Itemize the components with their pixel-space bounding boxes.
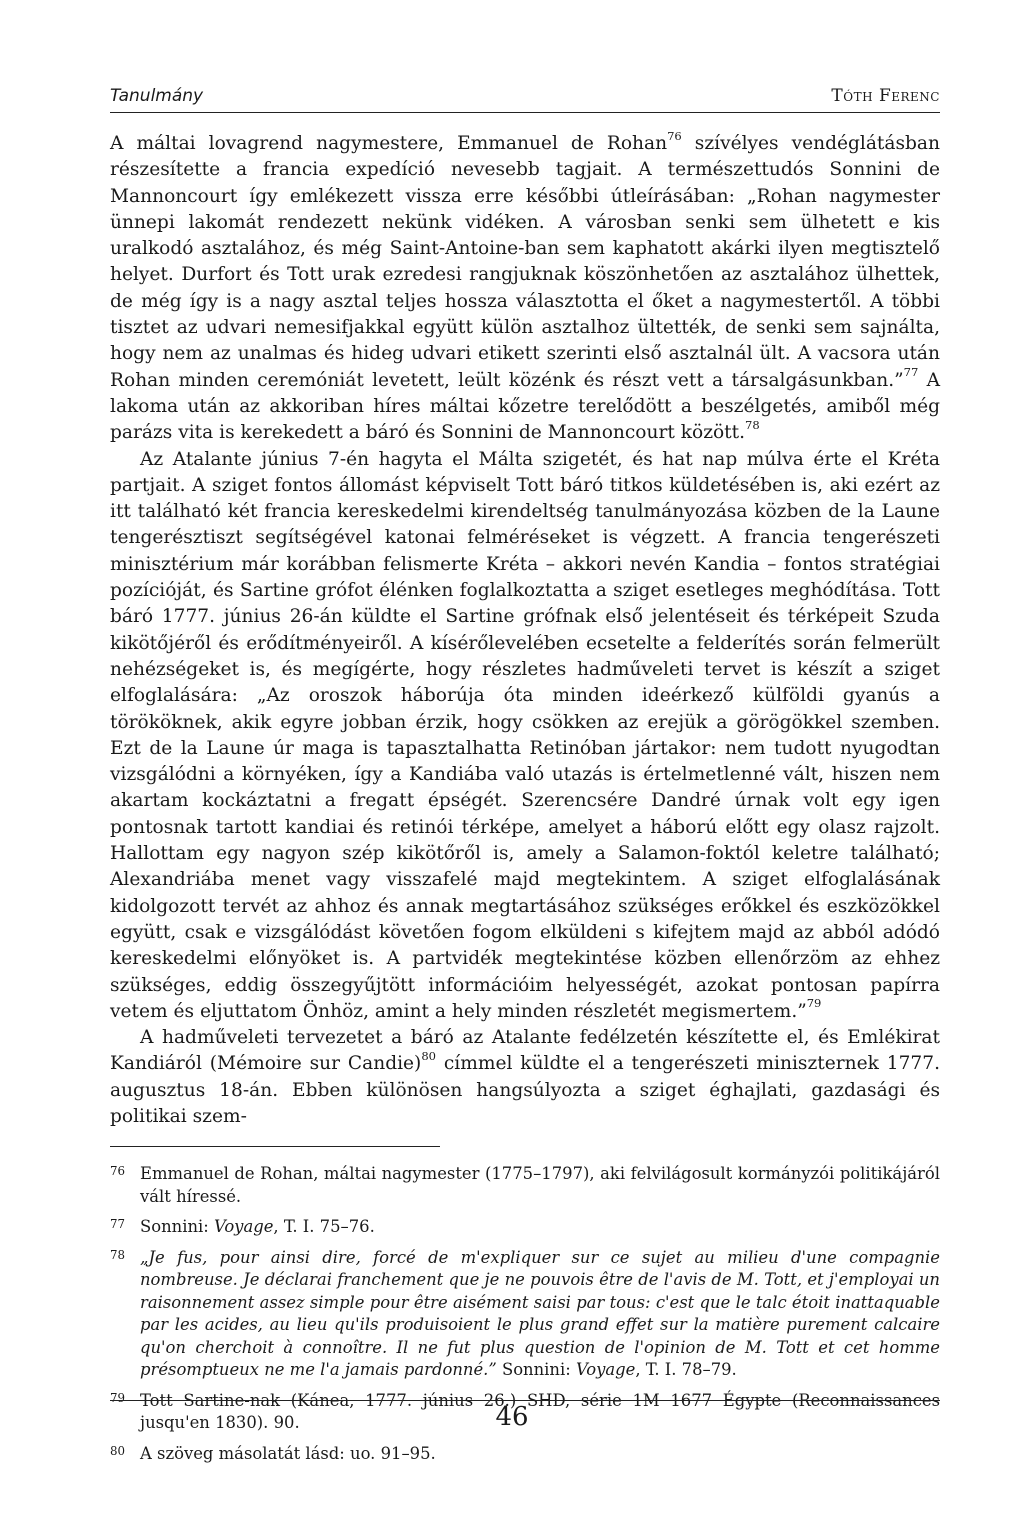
footnote-text: Emmanuel de Rohan, máltai nagymester (1775–1797), aki felvilágosult kormányzói politikájáról vált híressé. [140,1164,940,1206]
page-number: 46 [495,1402,529,1432]
footnote-title: Voyage [213,1217,274,1237]
footnote [110,1247,940,1382]
paragraph [110,447,940,1026]
footnote [110,1216,940,1239]
footnote-title: Voyage [575,1360,636,1380]
paragraph-text: címmel küldte el a tengerészeti miniszternek 1777. augusztus 18-án. Ebben különösen hangsúlyozta a sziget éghajlati, gazdasági és politikai szem- [110,1053,940,1127]
footnote-text-part: , T. I. 75–76. [273,1217,375,1237]
paragraph-text: szívélyes vendéglátásban részesítette a francia expedíció nevesebb tagjait. A természettudós Sonnini de Mannoncourt így emlékezett vissza erre későbbi útleírásában: „Rohan nagymester ünnepi lakomát rendezett nekünk vidéken. A városban senki sem ülhetett e kis uralkodó asztalához, és még Saint-Antoine-ban sem kaphatott akárki ilyen megtisztelő helyet. Durfort és Tott urak ezredesi rangjuknak köszönhetően az asztalához ülhettek, de még így is a nagy asztal teljes hossza választotta el őket a nagymestertől. A többi tisztet az udvari nemesifjakkal együtt külön asztalhoz ültették, de senki sem sajnálta, hogy nem az unalmas és hideg udvari etikett szerinti első asztalnál ült. A vacsora után Rohan minden ceremóniát levetett, leült közénk és részt vett a társalgásunkban.” [110,133,940,391]
paragraph-text: Az Atalante június 7-én hagyta el Málta szigetét, és hat nap múlva érte el Kréta partjait. A sziget fontos állomást képviselt Tott báró titkos küldetésében is, aki ezért az itt található két francia kereskedelmi kirendeltség tanulmányozása közben de la Laune tengerésztiszt segítségével katonai felméréseket is végzett. A francia tengerészeti minisztérium már korábban felismerte Kréta – akkori nevén Kandia – fontos stratégiai pozícióját, és Sartine grófot élénken foglalkoztatta a sziget esetleges meghódítása. Tott báró 1777. június 26-án küldte el Sartine grófnak első jelentéseit és térképeit Szuda kikötőjéről és erődítményeiről. A kísérőlevelében ecsetelte a felderítés során felmerült nehézségeket is, és megígérte, hogy részletes hadműveleti tervet is készít a sziget elfoglalására: „Az oroszok háborúja óta minden ideérkező külföldi gyanús a törököknek, akik egyre jobban érzik, hogy csökken az erejük a görögökkel szemben. Ezt de la Laune úr maga is tapasztalhatta Retinóban jártakor: nem tudott nyugodtan vizsgálódni a környéken, így a Kandiába való utazás is értelmetlenné vált, hiszen nem akartam kockáztatni a fregatt épségét. Szerencsére Dandré úrnak volt egy igen pontosnak tartott kandiai és retinói térképe, amelyet a háború előtt egy olasz rajzolt. Hallottam egy nagyon szép kikötőről is, amely a Salamon-foktól keletre található; Alexandriába menet vagy visszafelé majd megtekintem. A sziget elfoglalásának kidolgozott tervét az ahhoz és annak megtartásához szükséges erőkkel és eszközökkel együtt, csak e vizsgálódást követően fogom elküldeni s kifejtem majd az abból adódó kereskedelmi előnyöket is. A partvidék megtekintése közben ellenőrzöm az ehhez szükséges, eddig összegyűjtött információim helyességét, azokat pontosan papírra vetem és eljuttatom Önhöz, amint a hely minden részletét megismertem.” [110,448,940,1022]
footnote-text [140,1247,940,1382]
footnote-text: A szöveg másolatát lásd: uo. 91–95. [140,1443,436,1463]
section-label: Tanulmány [110,86,204,106]
footnote-ref[interactable]: 78 [745,417,760,432]
footnote-ref[interactable]: 80 [421,1048,436,1063]
footnote-number: 79 [110,1390,126,1405]
footnote [110,1443,940,1466]
paragraph-text: A hadműveleti tervezetet a báró az Atalante fedélzetén készítette el, és Emlékirat Kandiáról (Mémoire sur Candie) [110,1027,940,1075]
footnote-text-part: Sonnini: [496,1360,576,1380]
footnote [110,1163,940,1208]
footnote-ref[interactable]: 77 [903,365,919,380]
footnote-quote: „Je fus, pour ainsi dire, forcé de m'expliquer sur ce sujet au milieu d'une compagnie nombreuse. Je déclarai franchement que je ne pouvois être de l'avis de M. Tott, et j'employai un raisonnement assez simple pour être aisément saisi par tous: c'est que le talc étoit inattaquable par les acides, au lieu qu'ils produisoient le plus grand effet sur la matière purement calcaire qu'on cherchoit à connoître. Il ne fut plus question de l'opinion de M. Tott et cet homme présomptueux ne me l'a jamais pardonné.” [140,1247,940,1380]
footnote-number: 76 [110,1164,126,1179]
bottom-divider [110,1400,940,1401]
page [110,86,940,1473]
footnote-text-part: , T. I. 78–79. [635,1360,737,1380]
author-name: Tóth Ferenc [831,86,940,106]
footnote-text: Tott Sartine-nak (Kánea, 1777. június 26.) SHD, série 1M 1677 Égypte (Reconnaissances jusqu'en 1830). 90. [140,1390,940,1433]
footnote-number: 78 [110,1247,126,1262]
paragraph [110,128,941,447]
paragraph-text: A máltai lovagrend nagymestere, Emmanuel de Rohan [110,133,668,154]
footnote-text-part: Sonnini: [140,1217,214,1237]
paragraph-text: A lakoma után az akkoriban híres máltai kőzetre terelődött a beszélgetés, amiből még parázs vita is kerekedett a báró és Sonnini de Mannoncourt között. [110,369,941,444]
footnote-ref[interactable]: 79 [806,996,822,1011]
footnote-number: 77 [110,1217,126,1232]
body-text [110,128,941,1130]
running-header [110,86,940,113]
footnote-text [140,1216,940,1239]
footnote-divider [110,1146,440,1147]
footnote-ref[interactable]: 76 [667,128,682,143]
footnote-number: 80 [110,1443,126,1458]
paragraph [110,1025,940,1130]
